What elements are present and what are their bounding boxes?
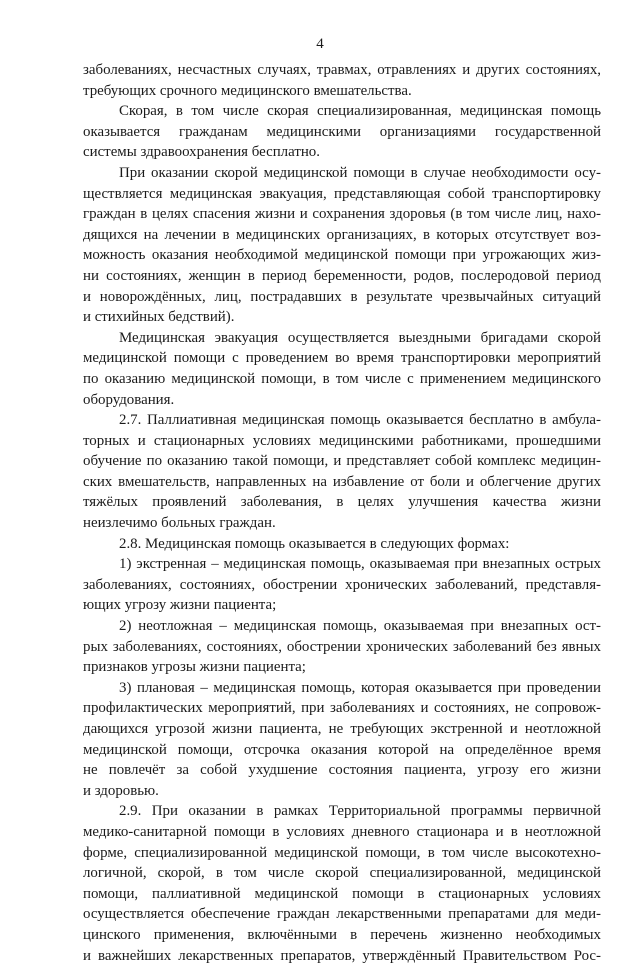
text-line: медицинской помощи с проведением во время транспортировки мероприятий (83, 350, 601, 367)
text-line: 2.9. При оказании в рамках Территориальной программы первичной (119, 803, 601, 820)
text-line: помощи, паллиативной медицинской помощи в стационарных условиях (83, 885, 601, 902)
text-line: ществляется медицинская эвакуация, представляющая собой транспортировку (83, 185, 601, 202)
text-line: осуществляется обеспечение граждан лекарственными препаратами для меди- (83, 906, 601, 923)
text-line: При оказании скорой медицинской помощи в случае необходимости осу- (119, 164, 601, 181)
page-number: 4 (316, 36, 324, 52)
text-line: торных и стационарных условиях медицинскими работниками, прошедшими (83, 432, 601, 449)
text-line: заболеваниях, несчастных случаях, травмах, отравлениях и других состояниях, (83, 62, 601, 78)
text-line: тяжёлых проявлений заболевания, в целях улучшения качества жизни (83, 494, 601, 511)
text-line: Медицинская эвакуация осуществляется выездными бригадами скорой (119, 329, 601, 346)
text-line: 1) экстренная – медицинская помощь, оказываемая при внезапных острых (119, 556, 601, 573)
text-line: ни состояниях, женщин в период беременности, родов, послеродовой период (83, 267, 601, 284)
text-line: рых заболеваниях, состояниях, обострении хронических заболеваний без явных (83, 638, 601, 655)
text-line: обучение по оказанию такой помощи, и представляет собой комплекс медицин- (83, 453, 601, 470)
text-line: заболеваниях, состояниях, обострении хронических заболеваний, представля- (83, 576, 601, 593)
text-line: по оказанию медицинской помощи, в том числе с применением медицинского (83, 370, 601, 387)
text-line: форме, специализированной медицинской помощи, в том числе высокотехно- (83, 844, 601, 861)
text-line: медико-санитарной помощи в условиях дневного стационара и в неотложной (83, 823, 601, 840)
text-line: цинского применения, включёнными в перечень жизненно необходимых (83, 926, 601, 943)
text-line: не повлечёт за собой ухудшение состояния пациента, угрозу его жизни (83, 762, 601, 779)
text-line: 2.8. Медицинская помощь оказывается в следующих формах: (119, 535, 510, 552)
text-line: профилактических мероприятий, при заболеваниях и состояниях, не сопровож- (83, 700, 601, 717)
text-line: и важнейших лекарственных препаратов, утверждённый Правительством Рос- (83, 947, 601, 964)
text-line: системы здравоохранения бесплатно. (83, 144, 320, 161)
text-line: и новорождённых, лиц, пострадавших в результате чрезвычайных ситуаций (83, 288, 601, 305)
text-line: неизлечимо больных граждан. (83, 515, 276, 532)
text-line: дающихся угрозой жизни пациента, не требующих экстренной и неотложной (83, 721, 601, 737)
text-line: 3) плановая – медицинская помощь, которая оказывается при проведении (119, 679, 601, 696)
text-line: граждан в целях спасения жизни и сохранения здоровья (в том числе лиц, нахо- (83, 206, 601, 223)
text-line: ющих угрозу жизни пациента; (83, 597, 277, 614)
text-line: оказывается гражданам медицинскими организациями государственной (83, 123, 601, 140)
text-line: требующих срочного медицинского вмешательства. (83, 82, 412, 99)
text-line: дящихся на лечении в медицинских организациях, в которых отсутствует воз- (83, 226, 601, 243)
text-line: 2.7. Паллиативная медицинская помощь оказывается бесплатно в амбула- (119, 412, 601, 429)
text-line: Скорая, в том числе скорая специализированная, медицинская помощь (119, 103, 601, 120)
text-line: оборудования. (83, 391, 175, 408)
text-line: 2) неотложная – медицинская помощь, оказываемая при внезапных ост- (119, 618, 601, 635)
text-line: можность оказания необходимой медицинской помощи при угрожающих жиз- (83, 247, 601, 264)
text-line: признаков угрозы жизни пациента; (83, 659, 306, 676)
text-line: медицинской помощи, отсрочка оказания которой на определённое время (83, 741, 601, 758)
text-line: ских вмешательств, направленных на избавление от боли и облегчение других (83, 473, 601, 490)
text-line: и здоровью. (83, 782, 159, 799)
body-text (83, 60, 601, 966)
text-line: логичной, скорой, в том числе скорой специализированной, медицинской (83, 865, 601, 882)
text-line: и стихийных бедствий). (83, 309, 235, 326)
